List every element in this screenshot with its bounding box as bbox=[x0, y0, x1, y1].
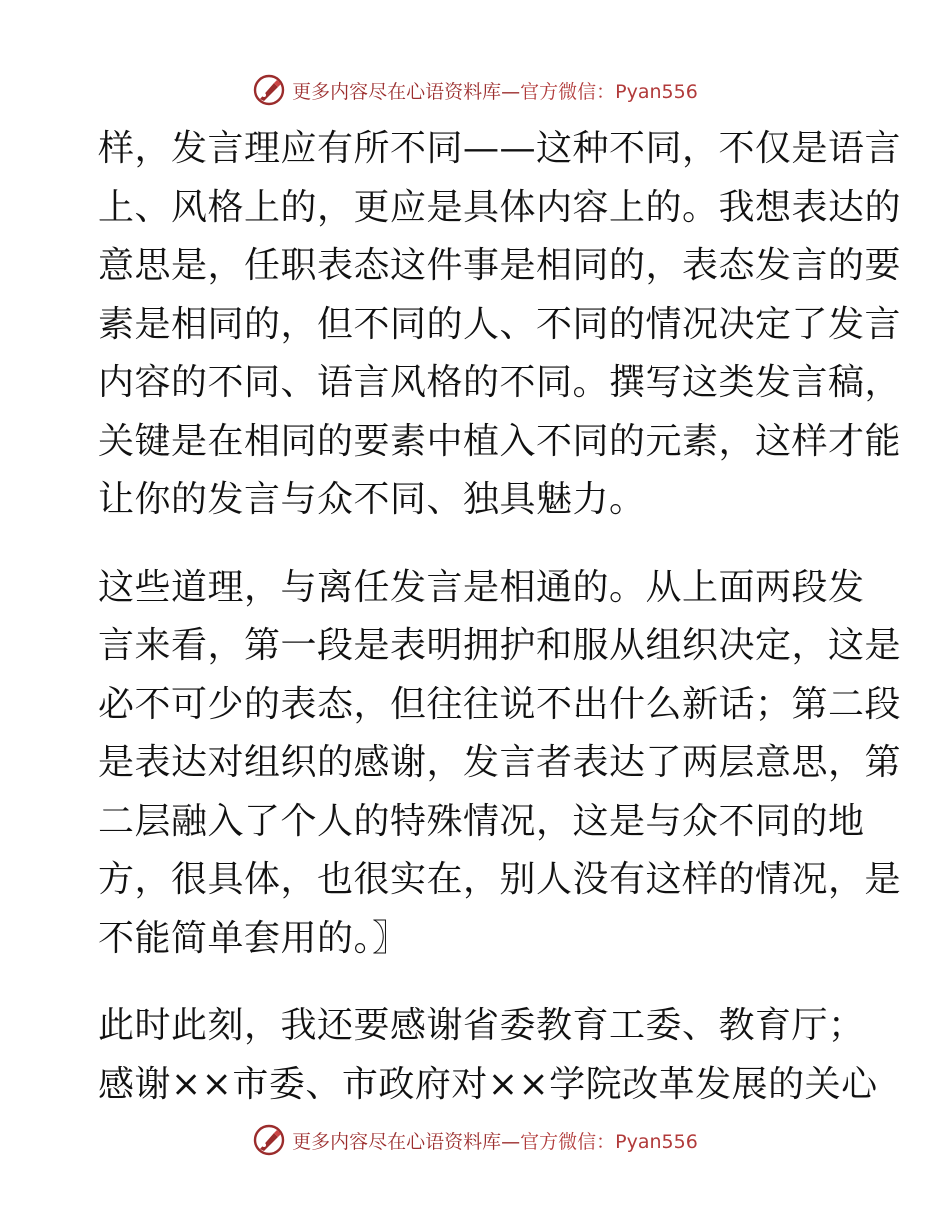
paragraph-spacer bbox=[98, 968, 858, 997]
text-line: 关键是在相同的要素中植入不同的元素，这样才能 bbox=[98, 420, 902, 462]
document-body bbox=[98, 120, 902, 1114]
paragraph-spacer bbox=[98, 530, 858, 559]
text-line: 必不可少的表态，但往往说不出什么新话；第二段 bbox=[98, 683, 902, 725]
text-line: 方，很具体，也很实在，别人没有这样的情况，是 bbox=[98, 859, 902, 900]
text-line: 样，发言理应有所不同——这种不同，不仅是语言 bbox=[98, 128, 902, 169]
header-banner bbox=[0, 70, 950, 110]
text-line: 内容的不同、语言风格的不同。撰写这类发言稿， bbox=[98, 362, 902, 403]
text-line: 让你的发言与众不同、独具魅力。 bbox=[98, 479, 646, 520]
paragraph bbox=[98, 120, 902, 530]
pen-logo-icon bbox=[252, 73, 286, 107]
text-line: 感谢××市委、市政府对××学院改革发展的关心 bbox=[98, 1063, 878, 1105]
text-line: 意思是，任职表态这件事是相同的，表态发言的要 bbox=[98, 245, 902, 286]
banner-separator: — bbox=[501, 1130, 521, 1153]
text-line: 不能简单套用的。〗 bbox=[98, 917, 409, 959]
paragraph bbox=[98, 997, 878, 1114]
pen-logo-icon bbox=[252, 1123, 286, 1157]
text-line: 上、风格上的，更应是具体内容上的。我想表达的 bbox=[98, 186, 902, 228]
footer-banner bbox=[0, 1120, 950, 1160]
text-line: 此时此刻，我还要感谢省委教育工委、教育厅； bbox=[98, 1005, 865, 1046]
text-line: 言来看，第一段是表明拥护和服从组织决定，这是 bbox=[98, 625, 902, 666]
text-line: 是表达对组织的感谢，发言者表达了两层意思，第 bbox=[98, 742, 902, 783]
banner-wechat-text: 官方微信：Pyan556 bbox=[520, 80, 698, 103]
banner-site-text: 更多内容尽在心语资料库 bbox=[292, 1130, 502, 1153]
banner-separator: — bbox=[501, 80, 521, 103]
banner-wechat-text: 官方微信：Pyan556 bbox=[520, 1130, 698, 1153]
paragraph bbox=[98, 559, 902, 969]
text-line: 这些道理，与离任发言是相通的。从上面两段发 bbox=[98, 566, 865, 608]
text-line: 二层融入了个人的特殊情况，这是与众不同的地 bbox=[98, 800, 865, 842]
banner-site-text: 更多内容尽在心语资料库 bbox=[292, 80, 502, 103]
text-line: 素是相同的，但不同的人、不同的情况决定了发言 bbox=[98, 303, 902, 345]
